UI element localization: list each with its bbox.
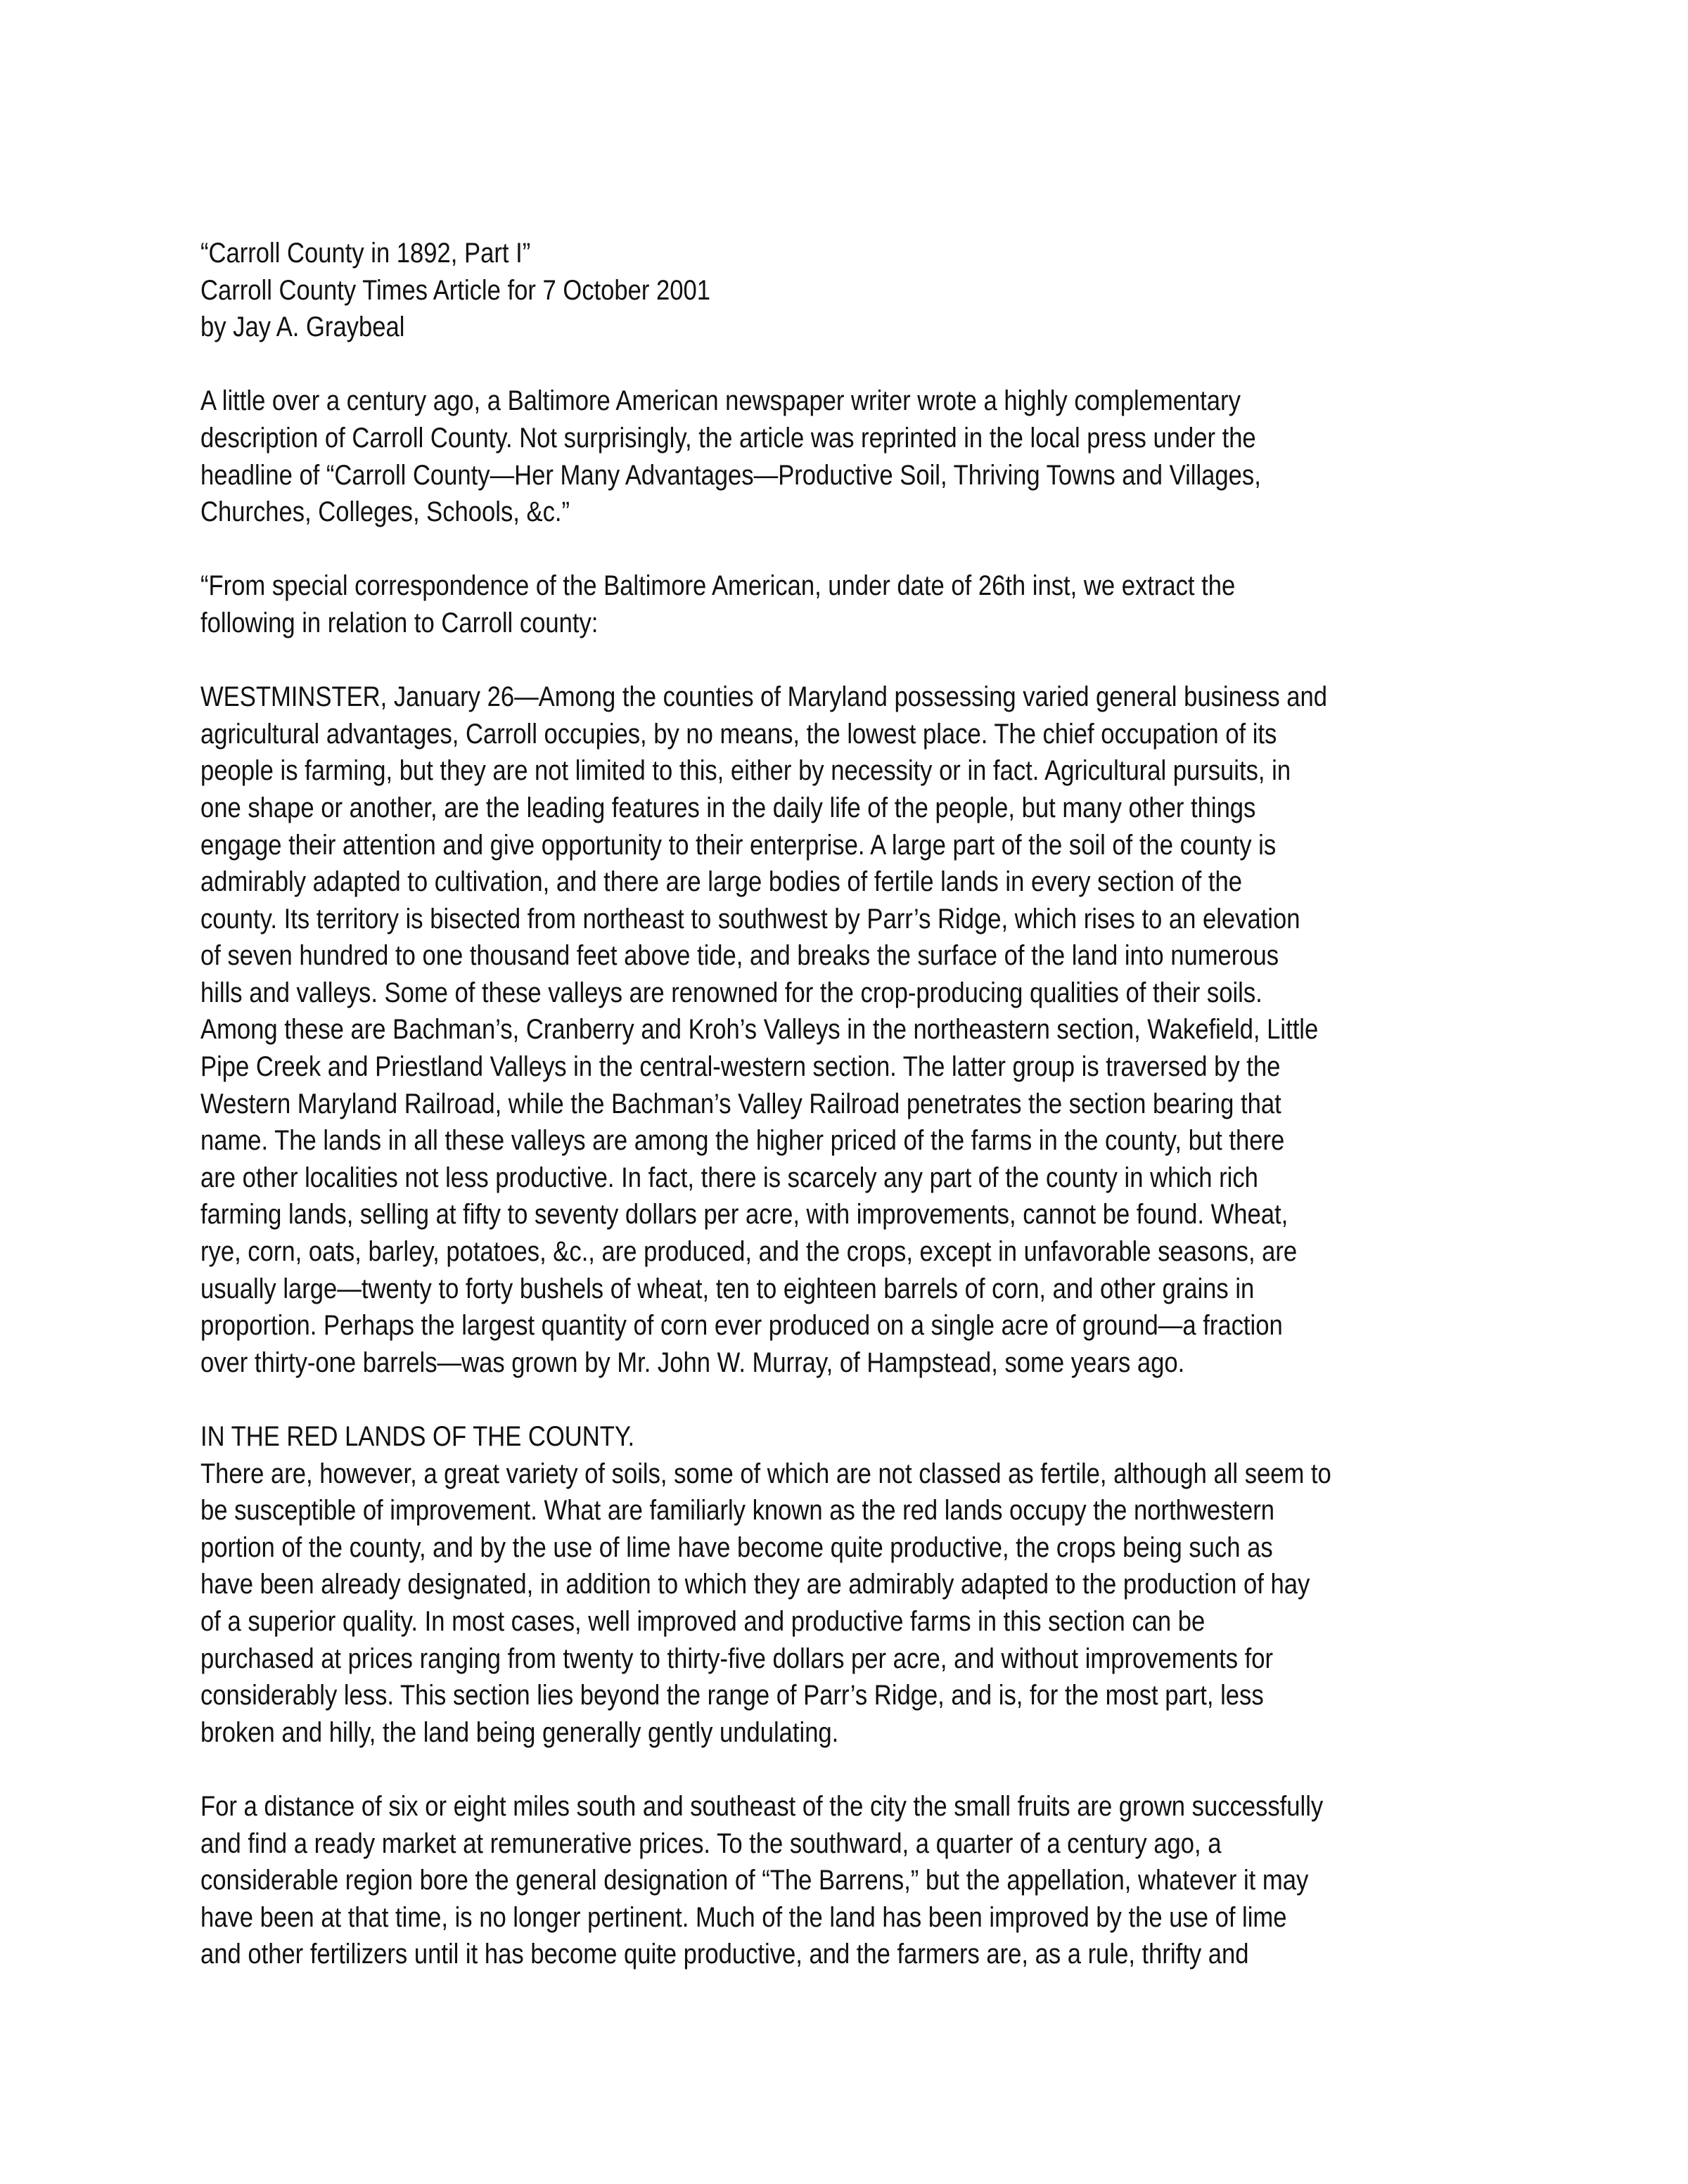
text-line: Churches, Colleges, Schools, &c.” xyxy=(200,496,570,528)
paragraph xyxy=(200,1418,1331,1751)
text-line: Western Maryland Railroad, while the Bachman’s Valley Railroad penetrates the section bearing that xyxy=(200,1088,1281,1119)
text-line: considerable region bore the general designation of “The Barrens,” but the appellation, whatever it may xyxy=(200,1865,1309,1896)
text-line: “From special correspondence of the Baltimore American, under date of 26th inst, we extract the xyxy=(200,570,1236,602)
text-line: portion of the county, and by the use of lime have become quite productive, the crops being such as xyxy=(200,1531,1273,1563)
paragraph-gap xyxy=(200,1381,1331,1418)
paragraph xyxy=(200,383,1331,530)
text-line: one shape or another, are the leading features in the daily life of the people, but many other things xyxy=(200,792,1256,823)
text-line: headline of “Carroll County—Her Many Advantages—Productive Soil, Thriving Towns and Villages, xyxy=(200,459,1261,491)
text-line: Among these are Bachman’s, Cranberry and Kroh’s Valleys in the northeastern section, Wakefield, Little xyxy=(200,1014,1319,1046)
text-line: are other localities not less productive. In fact, there is scarcely any part of the county in which rich xyxy=(200,1162,1258,1193)
text-line: engage their attention and give opportunity to their enterprise. A large part of the soil of the county is xyxy=(200,829,1277,861)
text-line: and find a ready market at remunerative prices. To the southward, a quarter of a century ago, a xyxy=(200,1828,1222,1859)
text-line: county. Its territory is bisected from northeast to southwest by Parr’s Ridge, which rises to an elevation xyxy=(200,903,1300,934)
text-line: have been at that time, is no longer pertinent. Much of the land has been improved by the use of lime xyxy=(200,1901,1287,1933)
text-line: of a superior quality. In most cases, well improved and productive farms in this section can be xyxy=(200,1605,1206,1637)
text-line: rye, corn, oats, barley, potatoes, &c., are produced, and the crops, except in unfavorable seasons, are xyxy=(200,1236,1298,1268)
text-line: farming lands, selling at fifty to seventy dollars per acre, with improvements, cannot be found. Wheat, xyxy=(200,1199,1289,1231)
text-line: A little over a century ago, a Baltimore American newspaper writer wrote a highly complementary xyxy=(200,385,1241,417)
article-title: “Carroll County in 1892, Part I” xyxy=(200,238,531,269)
paragraph xyxy=(200,1788,1331,1973)
article-body xyxy=(200,235,1331,1973)
text-line: proportion. Perhaps the largest quantity of corn ever produced on a single acre of ground—a fraction xyxy=(200,1310,1283,1342)
paragraph-gap xyxy=(200,1751,1331,1788)
text-line: of seven hundred to one thousand feet above tide, and breaks the surface of the land into numerous xyxy=(200,940,1279,972)
text-line: be susceptible of improvement. What are familiarly known as the red lands occupy the northwestern xyxy=(200,1495,1274,1527)
text-line: people is farming, but they are not limited to this, either by necessity or in fact. Agricultural pursuits, in xyxy=(200,755,1291,787)
text-line: For a distance of six or eight miles south and southeast of the city the small fruits are grown successfully xyxy=(200,1790,1324,1822)
text-line: have been already designated, in addition to which they are admirably adapted to the production of hay xyxy=(200,1569,1310,1600)
paragraph-gap xyxy=(200,642,1331,679)
text-line: and other fertilizers until it has become quite productive, and the farmers are, as a rule, thrifty and xyxy=(200,1939,1249,1970)
paragraph xyxy=(200,567,1331,641)
byline: by Jay A. Graybeal xyxy=(200,311,405,343)
text-line: agricultural advantages, Carroll occupies, by no means, the lowest place. The chief occupation of its xyxy=(200,718,1277,750)
text-line: WESTMINSTER, January 26—Among the counties of Maryland possessing varied general business and xyxy=(200,681,1327,713)
paragraph-gap xyxy=(200,346,1331,383)
text-line: admirably adapted to cultivation, and there are large bodies of fertile lands in every section of the xyxy=(200,866,1243,898)
text-line: broken and hilly, the land being generally gently undulating. xyxy=(200,1716,839,1748)
text-line: hills and valleys. Some of these valleys are renowned for the crop-producing qualities of their soils. xyxy=(200,977,1262,1008)
text-line: purchased at prices ranging from twenty to thirty-five dollars per acre, and without improvements for xyxy=(200,1643,1274,1674)
text-line: considerably less. This section lies beyond the range of Parr’s Ridge, and is, for the most part, less xyxy=(200,1680,1264,1711)
text-line: over thirty-one barrels—was grown by Mr. John W. Murray, of Hampstead, some years ago. xyxy=(200,1347,1185,1378)
paragraph xyxy=(200,679,1331,1381)
publication-line: Carroll County Times Article for 7 October 2001 xyxy=(200,274,710,306)
paragraphs xyxy=(200,383,1331,1973)
section-heading: IN THE RED LANDS OF THE COUNTY. xyxy=(200,1421,635,1452)
text-line: description of Carroll County. Not surprisingly, the article was reprinted in the local press under the xyxy=(200,422,1256,454)
text-line: There are, however, a great variety of soils, some of which are not classed as fertile, although all seem to xyxy=(200,1458,1331,1489)
text-line: name. The lands in all these valleys are among the higher priced of the farms in the county, but there xyxy=(200,1125,1285,1157)
text-line: Pipe Creek and Priestland Valleys in the central-western section. The latter group is traversed by the xyxy=(200,1051,1281,1083)
text-line: usually large—twenty to forty bushels of wheat, ten to eighteen barrels of corn, and other grains in xyxy=(200,1273,1255,1304)
paragraph-gap xyxy=(200,531,1331,568)
text-line: following in relation to Carroll county: xyxy=(200,607,599,638)
